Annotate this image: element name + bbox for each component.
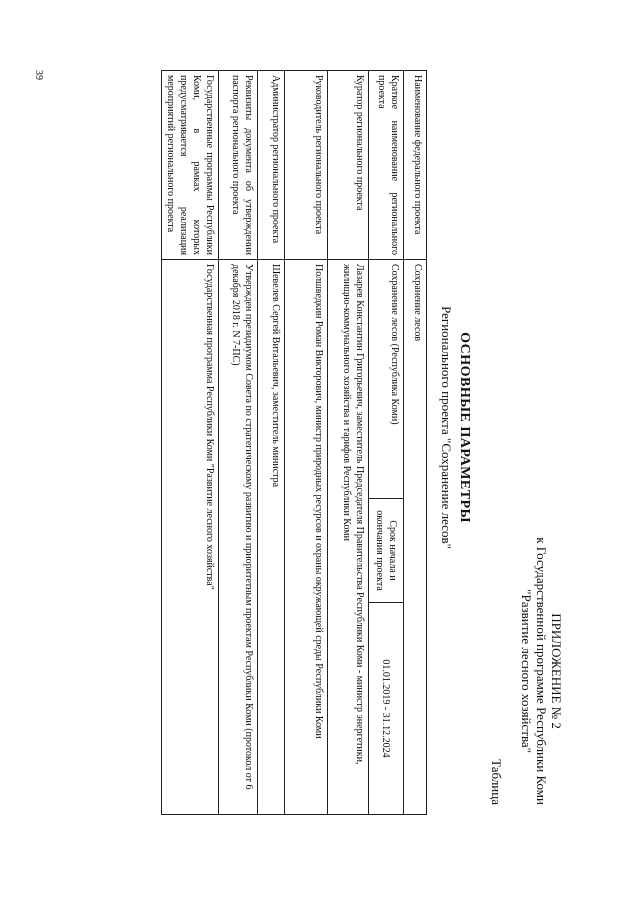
- row-value-administrator: Шевелев Сергей Витальевич, заместитель министра: [258, 260, 285, 815]
- row-label-programs: Государственные программы Республики Коми, в рамках которых предусматривается реализация мероприятий регионального проекта: [162, 71, 219, 260]
- table-row: [162, 71, 219, 815]
- table-row: [404, 71, 427, 815]
- row-label-document: Реквизиты документа об утверждении паспорта регионального проекта: [219, 71, 258, 260]
- row-value-programs: Государственная программа Республики Коми "Развитие лесного хозяйства": [162, 260, 219, 815]
- document-title: ОСНОВНЫЕ ПАРАМЕТРЫ: [457, 332, 472, 523]
- table-row: [369, 71, 404, 815]
- table-row: [285, 71, 328, 815]
- row-label-head: Руководитель регионального проекта: [285, 71, 328, 260]
- row-value-head: Полшведкин Роман Викторович, министр природных ресурсов и охраны окружающей среды Республики Коми: [285, 260, 328, 815]
- row-value-document: Утвержден президиумом Совета по стратегическому развитию и приоритетным проектам Республики Коми (протокол от 6 декабря 2018 г. N 7-ПС): [219, 260, 258, 815]
- row-label-short-name: Краткое наименование регионального проекта: [369, 71, 404, 260]
- table-row: [328, 71, 369, 815]
- row-label-administrator: Администратор регионального проекта: [258, 71, 285, 260]
- page-number: 39: [33, 70, 44, 80]
- row-label-federal-name: Наименование федерального проекта: [404, 71, 427, 260]
- row-value-project-term: 01.01.2019 - 31.12.2024: [369, 603, 404, 815]
- appendix-line-2: к Государственной программе Республики Коми: [534, 537, 549, 805]
- document-subtitle: Регионального проекта "Сохранение лесов": [439, 306, 454, 549]
- parameters-table: [161, 70, 427, 815]
- row-value-curator: Лазарев Константин Григорьевич, заместитель Председателя Правительства Республики Коми - министр энергетики, жилищно-коммунального хозяйства и тарифов Республики Коми: [328, 260, 369, 815]
- appendix-header: [519, 537, 564, 805]
- row-value-federal-name: Сохранение лесов: [404, 260, 427, 815]
- appendix-line-3: "Развитие лесного хозяйства": [519, 589, 534, 754]
- table-row: [219, 71, 258, 815]
- appendix-line-1: ПРИЛОЖЕНИЕ № 2: [549, 613, 564, 729]
- row-label-curator: Куратор регионального проекта: [328, 71, 369, 260]
- table-caption: Таблица: [489, 759, 504, 805]
- row-label-project-term: Срок начала и окончания проекта: [369, 499, 404, 603]
- table-row: [258, 71, 285, 815]
- row-value-short-name: Сохранение лесов (Республика Коми): [369, 260, 404, 499]
